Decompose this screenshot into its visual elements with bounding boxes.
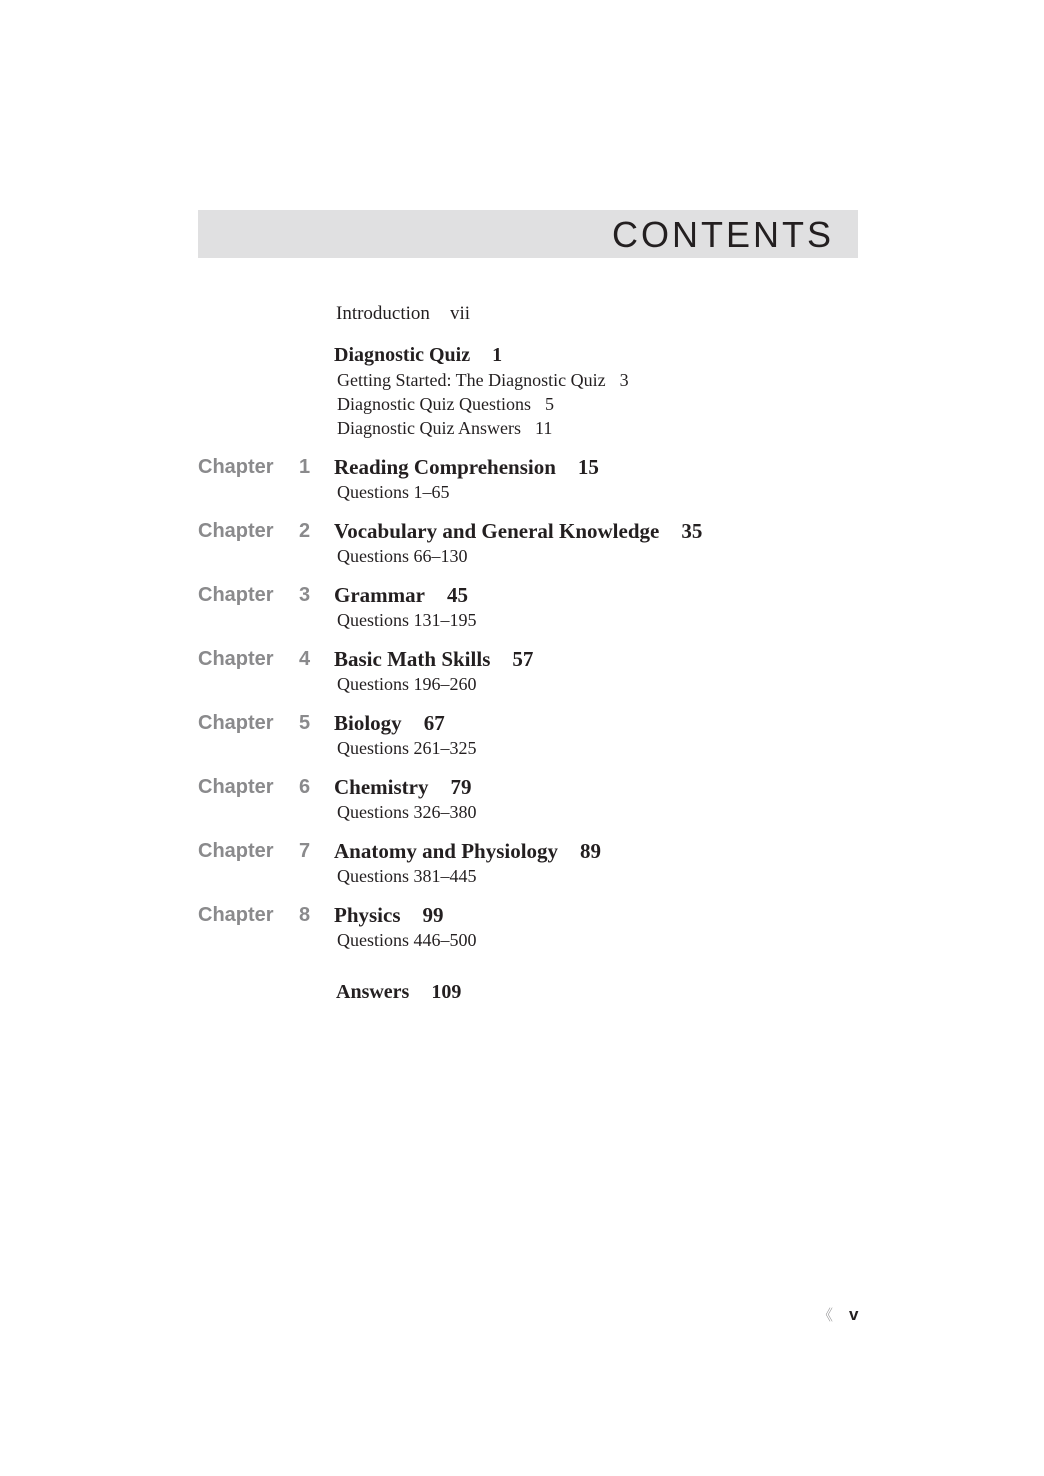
entry-title: Biology — [334, 711, 402, 735]
toc-entry-introduction[interactable] — [336, 303, 470, 325]
page-footer — [818, 1304, 858, 1325]
entry-page: 89 — [580, 839, 602, 863]
chapter-number: 1 — [299, 456, 311, 478]
toc-entry-chapter-4[interactable] — [334, 647, 533, 672]
entry-page: 109 — [431, 981, 462, 1003]
toc-subentry[interactable] — [337, 394, 554, 415]
entry-title: Chemistry — [334, 775, 429, 799]
entry-page: 45 — [446, 583, 468, 607]
chapter-questions: Questions 196–260 — [337, 674, 477, 694]
entry-page: 11 — [534, 418, 553, 438]
toc-entry-answers[interactable] — [336, 981, 461, 1004]
chapter-questions: Questions 131–195 — [337, 610, 477, 630]
entry-page: 3 — [619, 370, 629, 390]
entry-title: Vocabulary and General Knowledge — [334, 519, 660, 543]
chapter-label: Chapter — [198, 520, 274, 542]
chapter-questions: Questions 446–500 — [337, 930, 477, 950]
toc-entry-chapter-8[interactable] — [334, 903, 444, 928]
chapter-number: 2 — [299, 520, 311, 542]
entry-page: 15 — [577, 455, 599, 479]
toc-entry-diagnostic-quiz[interactable] — [334, 344, 502, 367]
chapter-questions: Questions 381–445 — [337, 866, 477, 886]
toc-entry-chapter-3[interactable] — [334, 583, 468, 608]
chapter-label: Chapter — [198, 840, 274, 862]
entry-page: 5 — [544, 394, 554, 414]
page-number: v — [849, 1305, 859, 1324]
entry-title: Introduction — [336, 303, 430, 324]
entry-title: Anatomy and Physiology — [334, 839, 559, 863]
entry-page: 99 — [422, 903, 444, 927]
toc-entry-chapter-5[interactable] — [334, 711, 445, 736]
entry-page: 35 — [681, 519, 703, 543]
entry-page: 1 — [492, 344, 503, 366]
chevron-left-icon: 《 — [818, 1307, 834, 1324]
chapter-label: Chapter — [198, 456, 274, 478]
page-title: CONTENTS — [612, 214, 834, 255]
chapter-label: Chapter — [198, 776, 274, 798]
chapter-number: 5 — [299, 712, 311, 734]
toc-entry-chapter-6[interactable] — [334, 775, 471, 800]
toc-entry-chapter-7[interactable] — [334, 839, 601, 864]
chapter-number: 7 — [299, 840, 311, 862]
chapter-number: 6 — [299, 776, 311, 798]
chapter-label: Chapter — [198, 904, 274, 926]
entry-page: vii — [449, 303, 470, 324]
toc-entry-chapter-1[interactable] — [334, 455, 599, 480]
chapter-number: 4 — [299, 648, 311, 670]
entry-title: Reading Comprehension — [334, 455, 556, 479]
entry-title: Getting Started: The Diagnostic Quiz — [337, 370, 606, 390]
chapter-questions: Questions 326–380 — [337, 802, 477, 822]
entry-page: 79 — [450, 775, 472, 799]
entry-title: Answers — [336, 981, 410, 1003]
chapter-label: Chapter — [198, 712, 274, 734]
chapter-questions: Questions 261–325 — [337, 738, 477, 758]
entry-page: 67 — [423, 711, 445, 735]
entry-title: Diagnostic Quiz Questions — [337, 394, 531, 414]
entry-page: 57 — [512, 647, 534, 671]
entry-title: Grammar — [334, 583, 425, 607]
chapter-number: 3 — [299, 584, 311, 606]
chapter-label: Chapter — [198, 648, 274, 670]
entry-title: Diagnostic Quiz Answers — [337, 418, 521, 438]
toc-subentry[interactable] — [337, 370, 629, 391]
toc-entry-chapter-2[interactable] — [334, 519, 702, 544]
entry-title: Diagnostic Quiz — [334, 344, 471, 366]
chapter-questions: Questions 66–130 — [337, 546, 468, 566]
chapter-questions: Questions 1–65 — [337, 482, 450, 502]
toc-subentry[interactable] — [337, 418, 552, 439]
entry-title: Physics — [334, 903, 401, 927]
chapter-label: Chapter — [198, 584, 274, 606]
entry-title: Basic Math Skills — [334, 647, 491, 671]
chapter-number: 8 — [299, 904, 311, 926]
